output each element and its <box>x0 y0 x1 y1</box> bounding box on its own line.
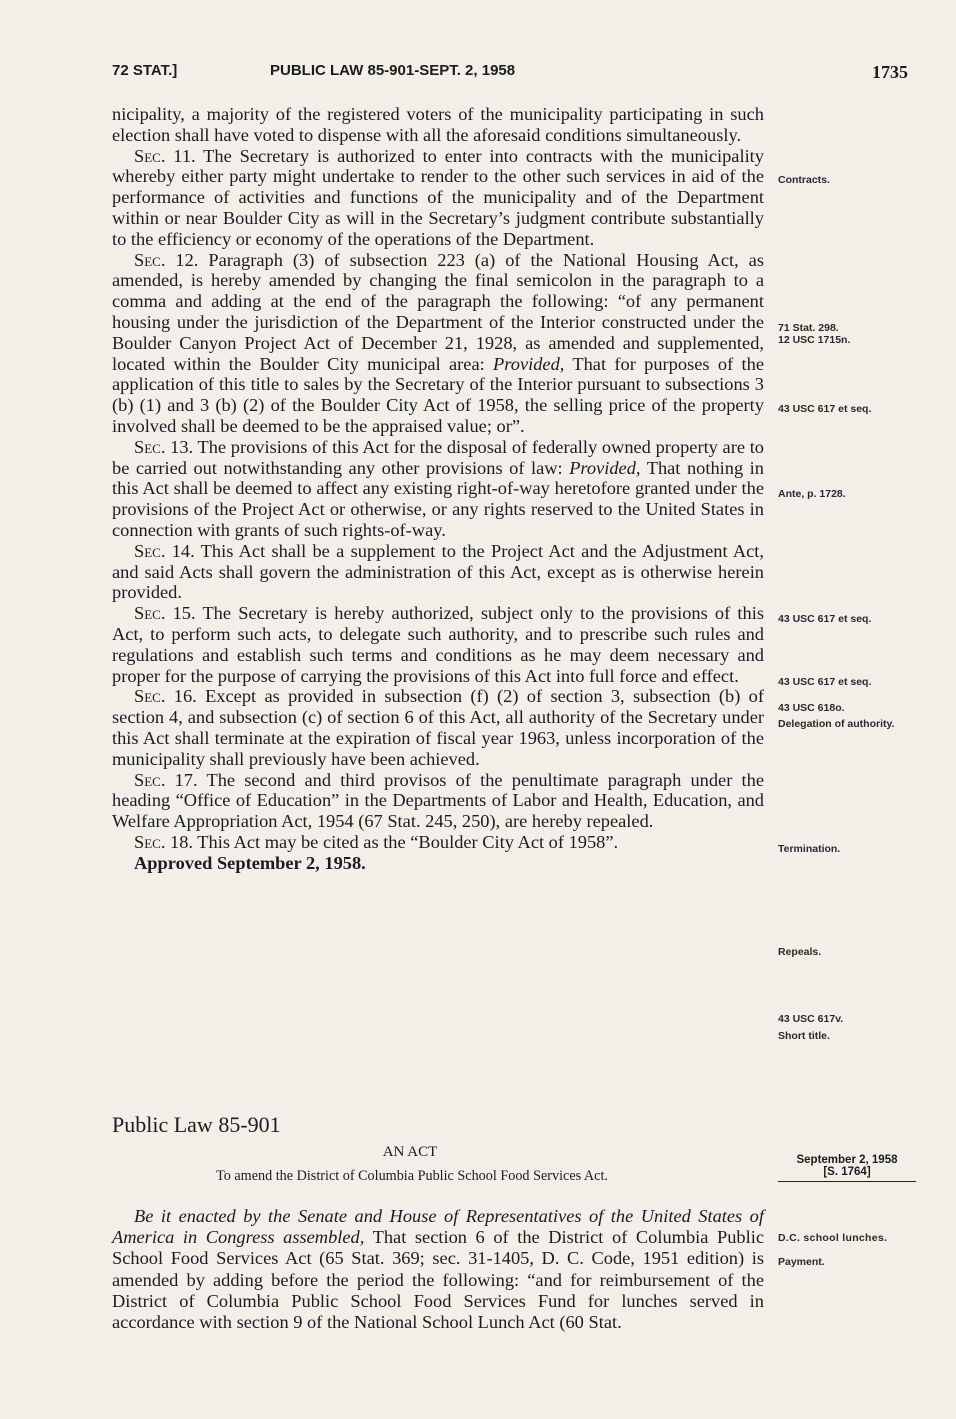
section-label: Sec. 11. <box>134 145 196 166</box>
proviso-italic: Provided, <box>569 457 641 478</box>
enacting-text: That section 6 of the District of Columbia Public School Food Services Act (65 Stat. 369; sec. 31-1405, D. C. Code, 1951 edition) is amended by adding before the period the following: “and for reimbursement of the District of Columbia Public School Food Services Fund for lunches served in accordance with section 9 of the National School Lunch Act (60 Stat. <box>112 1227 765 1333</box>
section-text: Paragraph (3) of subsection 223 (a) of the National Housing Act, as amended, is hereby amended by changing the final semicolon in the paragraph to a comma and adding at the end of the paragraph the following: “of any permanent housing under the jurisdiction of the Department of the Interior constructed under the Boulder Canyon Project Act of December 21, 1928, as amended and supplemented, located within the Boulder City municipal area: <box>112 249 764 374</box>
section-label: Sec. 12. <box>134 249 199 270</box>
margin-note-ante: Ante, p. 1728. <box>778 488 846 500</box>
section-text: This Act shall be a supplement to the Project Act and the Adjustment Act, and said Acts shall govern the administration of this Act, except as is otherwise herein provided. <box>112 540 764 603</box>
paragraph-continuation: nicipality, a majority of the registered voters of the municipality participating in such election shall have voted to dispense with all the aforesaid conditions simultaneously. <box>112 104 764 145</box>
enacting-paragraph <box>112 1206 764 1333</box>
enacting-formula: Be it enacted by the Senate and House of Representatives of the United States of America in Congress assembled, <box>112 1206 764 1248</box>
header-title: PUBLIC LAW 85-901-SEPT. 2, 1958 <box>270 62 516 79</box>
section-text: The second and third provisos of the penultimate paragraph under the heading “Office of Education” in the Departments of Labor and Health, Education, and Welfare Appropriation Act, 1954 (67 Stat. 245, 250), are hereby repealed. <box>112 769 764 832</box>
margin-note-payment: Payment. <box>778 1256 825 1268</box>
margin-note-short-title: Short title. <box>778 1030 830 1042</box>
section-14 <box>112 541 764 603</box>
section-11 <box>112 146 764 250</box>
margin-note-usc-617: 43 USC 617 et seq. <box>778 613 872 625</box>
margin-note-delegation: Delegation of authority. <box>778 718 895 730</box>
section-18 <box>112 832 764 853</box>
section-text: The provisions of this Act for the disposal of federally owned property are to be carried out notwithstanding any other provisions of law: <box>112 436 764 478</box>
next-law-title: Public Law 85-901 <box>112 1112 281 1137</box>
margin-note-usc-1715n: 12 USC 1715n. <box>778 334 851 346</box>
section-label: Sec. 16. <box>134 686 197 707</box>
section-label: Sec. 13. <box>134 436 194 457</box>
section-16 <box>112 686 764 769</box>
margin-note-usc-617: 43 USC 617 et seq. <box>778 676 872 688</box>
section-17 <box>112 770 764 832</box>
section-text: The Secretary is hereby authorized, subject only to the provisions of this Act, to perform such acts, to delegate such authority, and to prescribe such rules and regulations and establish such terms and conditions as he may deem necessary and proper for the purpose of carrying the provisions of this Act into full force and effect. <box>112 603 764 686</box>
margin-note-usc-617: 43 USC 617 et seq. <box>778 403 872 415</box>
act-subtitle: To amend the District of Columbia Public School Food Services Act. <box>216 1168 608 1184</box>
section-label: Sec. 17. <box>134 769 198 790</box>
section-label: Sec. 15. <box>134 603 196 624</box>
running-header <box>112 62 908 86</box>
section-13 <box>112 437 764 541</box>
section-text: The Secretary is authorized to enter into contracts with the municipality whereby either party might undertake to render to the other such services in aid of the performance of activities and functions of the municipality and of the Department within or near Boulder City as will in the Secretary’s judgment contribute substantially to the efficiency or economy of the operations of the Department. <box>112 145 764 249</box>
section-15 <box>112 603 764 686</box>
proviso-italic: Provided, <box>493 353 565 374</box>
section-label: Sec. 14. <box>134 540 195 561</box>
margin-note-termination: Termination. <box>778 843 841 855</box>
act-heading: AN ACT <box>382 1144 438 1160</box>
margin-note-usc-618o: 43 USC 618o. <box>778 702 845 714</box>
section-text: This Act may be cited as the “Boulder City Act of 1958”. <box>193 831 619 852</box>
page-number: 1735 <box>872 62 908 82</box>
bill-number: [S. 1764] <box>823 1166 871 1178</box>
margin-note-contracts: Contracts. <box>778 174 830 186</box>
section-text: That for purposes of the application of this title to sales by the Secretary of the Interior pursuant to subsections 3 (b) (1) and 3 (b) (2) of the Boulder City Act of 1958, the selling price of the property involved shall be deemed to be the appraised value; or”. <box>112 353 764 436</box>
margin-note-repeals: Repeals. <box>778 946 822 958</box>
margin-note-stat-298: 71 Stat. 298. <box>778 322 839 334</box>
margin-note-dc-school-lunches: D.C. school lunches. <box>778 1232 888 1244</box>
enactment-date: September 2, 1958 <box>796 1154 898 1166</box>
section-text: Except as provided in subsection (f) (2) of section 3, subsection (b) of section 4, and subsection (c) of section 6 of this Act, all authority of the Secretary under this Act shall terminate at the expiration of fiscal year 1963, unless incorporation of the municipality shall previously have been achieved. <box>112 686 764 769</box>
approval-line: Approved September 2, 1958. <box>134 852 366 873</box>
section-12 <box>112 250 764 437</box>
body-text <box>112 104 764 873</box>
enacting-clause <box>112 1206 764 1333</box>
section-text: That nothing in this Act shall be deemed to affect any existing right-of-way heretofore granted under the provisions of the Project Act or otherwise, or any rights reserved to the United States in connection with grants of such rights-of-way. <box>112 457 764 540</box>
enactment-date-note <box>778 1154 916 1178</box>
margin-note-usc-617v: 43 USC 617v. <box>778 1013 844 1025</box>
divider <box>778 1181 916 1182</box>
header-stat-ref: 72 STAT.] <box>112 62 178 79</box>
section-label: Sec. 18. <box>134 831 194 852</box>
